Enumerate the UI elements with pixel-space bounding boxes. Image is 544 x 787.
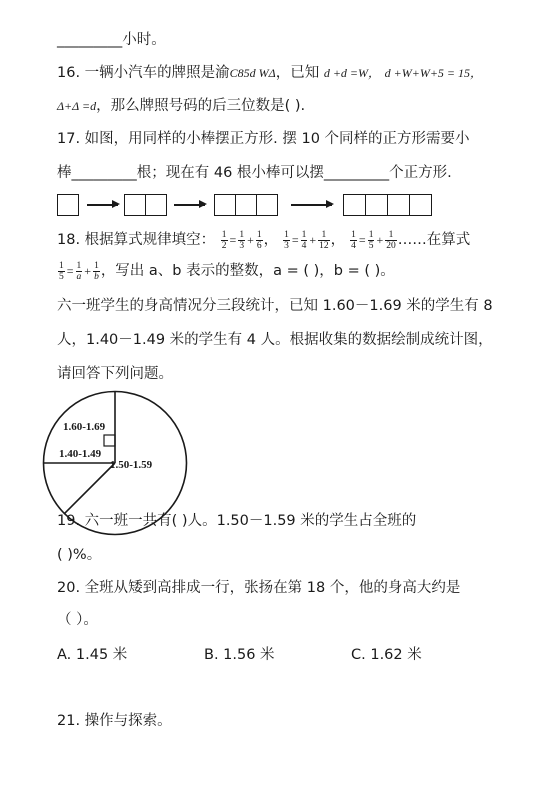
fraction: $\frac{1}{5}$ bbox=[59, 260, 64, 282]
q18-dots: ……在算式 bbox=[397, 232, 471, 248]
answer-line-hours bbox=[57, 30, 166, 50]
fraction: $\frac{1}{3}$ bbox=[239, 229, 245, 251]
square bbox=[365, 194, 388, 216]
arrow-icon bbox=[291, 204, 332, 206]
right-angle-mark bbox=[104, 435, 115, 446]
slice-label-1-50-1-59: 1.50-1.59 bbox=[110, 459, 153, 471]
question-20-line1: 20. 全班从矮到高排成一行，张扬在第 18 个，他的身高大约是 bbox=[57, 580, 461, 596]
option-c: C. 1.62 米 bbox=[351, 647, 422, 663]
arrow-icon bbox=[174, 204, 205, 206]
fraction: $\frac{1}{4}$ bbox=[351, 229, 356, 251]
fraction: $\frac{1}{20}$ bbox=[386, 229, 396, 251]
option-a: A. 1.45 米 bbox=[57, 647, 128, 663]
fraction: $\frac{1}{2}$ bbox=[221, 229, 227, 251]
slice-label-1-60-1-69: 1.60-1.69 bbox=[63, 421, 106, 433]
q16-text-b: ，已知 bbox=[275, 65, 320, 81]
square bbox=[256, 194, 278, 216]
slice-label-1-40-1-49: 1.40-1.49 bbox=[59, 448, 102, 460]
square bbox=[214, 194, 236, 216]
context-line1: 六一班学生的身高情况分三段统计，已知 1.60－1.69 米的学生有 8 bbox=[57, 298, 493, 314]
q18-line2-text: ，写出 a、b 表示的整数，a = ( )，b = ( )。 bbox=[100, 263, 395, 279]
q16-text-c: ，那么牌照号码的后三位数是( ). bbox=[96, 98, 306, 114]
question-17-line2: 棒_________根；现在有 46 根小棒可以摆_________个正方形. bbox=[57, 165, 452, 181]
question-19-line2: ( )%。 bbox=[57, 547, 102, 563]
square bbox=[124, 194, 146, 216]
square bbox=[235, 194, 257, 216]
square bbox=[57, 194, 79, 216]
fraction: $\frac{1}{4}$ bbox=[301, 229, 307, 251]
square bbox=[145, 194, 167, 216]
arrow-icon bbox=[87, 204, 118, 206]
square bbox=[409, 194, 432, 216]
fraction: $\frac{1}{3}$ bbox=[284, 229, 289, 251]
question-19-line1: 19. 六一班一共有( )人。1.50－1.59 米的学生占全班的 bbox=[57, 513, 417, 529]
question-21: 21. 操作与探索。 bbox=[57, 713, 172, 729]
option-b: B. 1.56 米 bbox=[204, 647, 275, 663]
fraction: $\frac{1}{b}$ bbox=[94, 260, 99, 282]
q18-prefix: 18. 根据算式规律填空： bbox=[57, 232, 216, 248]
hours-suffix: 小时。 bbox=[122, 32, 166, 48]
blank: _________ bbox=[57, 32, 123, 48]
context-line3: 请回答下列问题。 bbox=[57, 366, 173, 382]
fraction: $\frac{1}{12}$ bbox=[319, 229, 329, 251]
question-17-line1: 17. 如图，用同样的小棒摆正方形. 摆 10 个同样的正方形需要小 bbox=[57, 131, 470, 147]
q16-text-a: 16. 一辆小汽车的牌照是渝 bbox=[57, 65, 230, 81]
question-16-line1 bbox=[57, 63, 482, 83]
square bbox=[387, 194, 410, 216]
question-20-line2: （ ）。 bbox=[57, 612, 98, 628]
question-18-line1: 18. 根据算式规律填空： $\frac{1}{2}$ = $\frac{1}{3}$ + $\frac{1}{6}$ ， $\frac{1}{3}$ = $\frac{1}{4}$ + $\frac{1}{12}$ ， $\frac{1}{4}$ = $\frac{1}{5}$ + $\frac{1}{20}$ ……在算式 bbox=[57, 229, 471, 251]
fraction: $\frac{1}{5}$ bbox=[368, 229, 374, 251]
fraction: $\frac{1}{a}$ bbox=[76, 260, 82, 282]
question-18-line2: $\frac{1}{5}$ = $\frac{1}{a}$ + $\frac{1}{b}$ ，写出 a、b 表示的整数，a = ( )，b = ( )。 bbox=[59, 260, 395, 282]
square bbox=[343, 194, 366, 216]
question-16-line2 bbox=[57, 96, 305, 116]
q16-equation-1: d +d =W， bbox=[323, 66, 381, 80]
q16-equation-2: d +W+W+5 = 15， bbox=[384, 66, 483, 80]
fraction: $\frac{1}{6}$ bbox=[256, 229, 262, 251]
license-plate: C85d WΔ bbox=[229, 66, 276, 80]
pie-slice-boundary bbox=[64, 463, 115, 514]
context-line2: 人，1.40－1.49 米的学生有 4 人。根据收集的数据绘制成统计图， bbox=[57, 332, 493, 348]
q16-equation-3: Δ+Δ =d bbox=[57, 99, 97, 113]
